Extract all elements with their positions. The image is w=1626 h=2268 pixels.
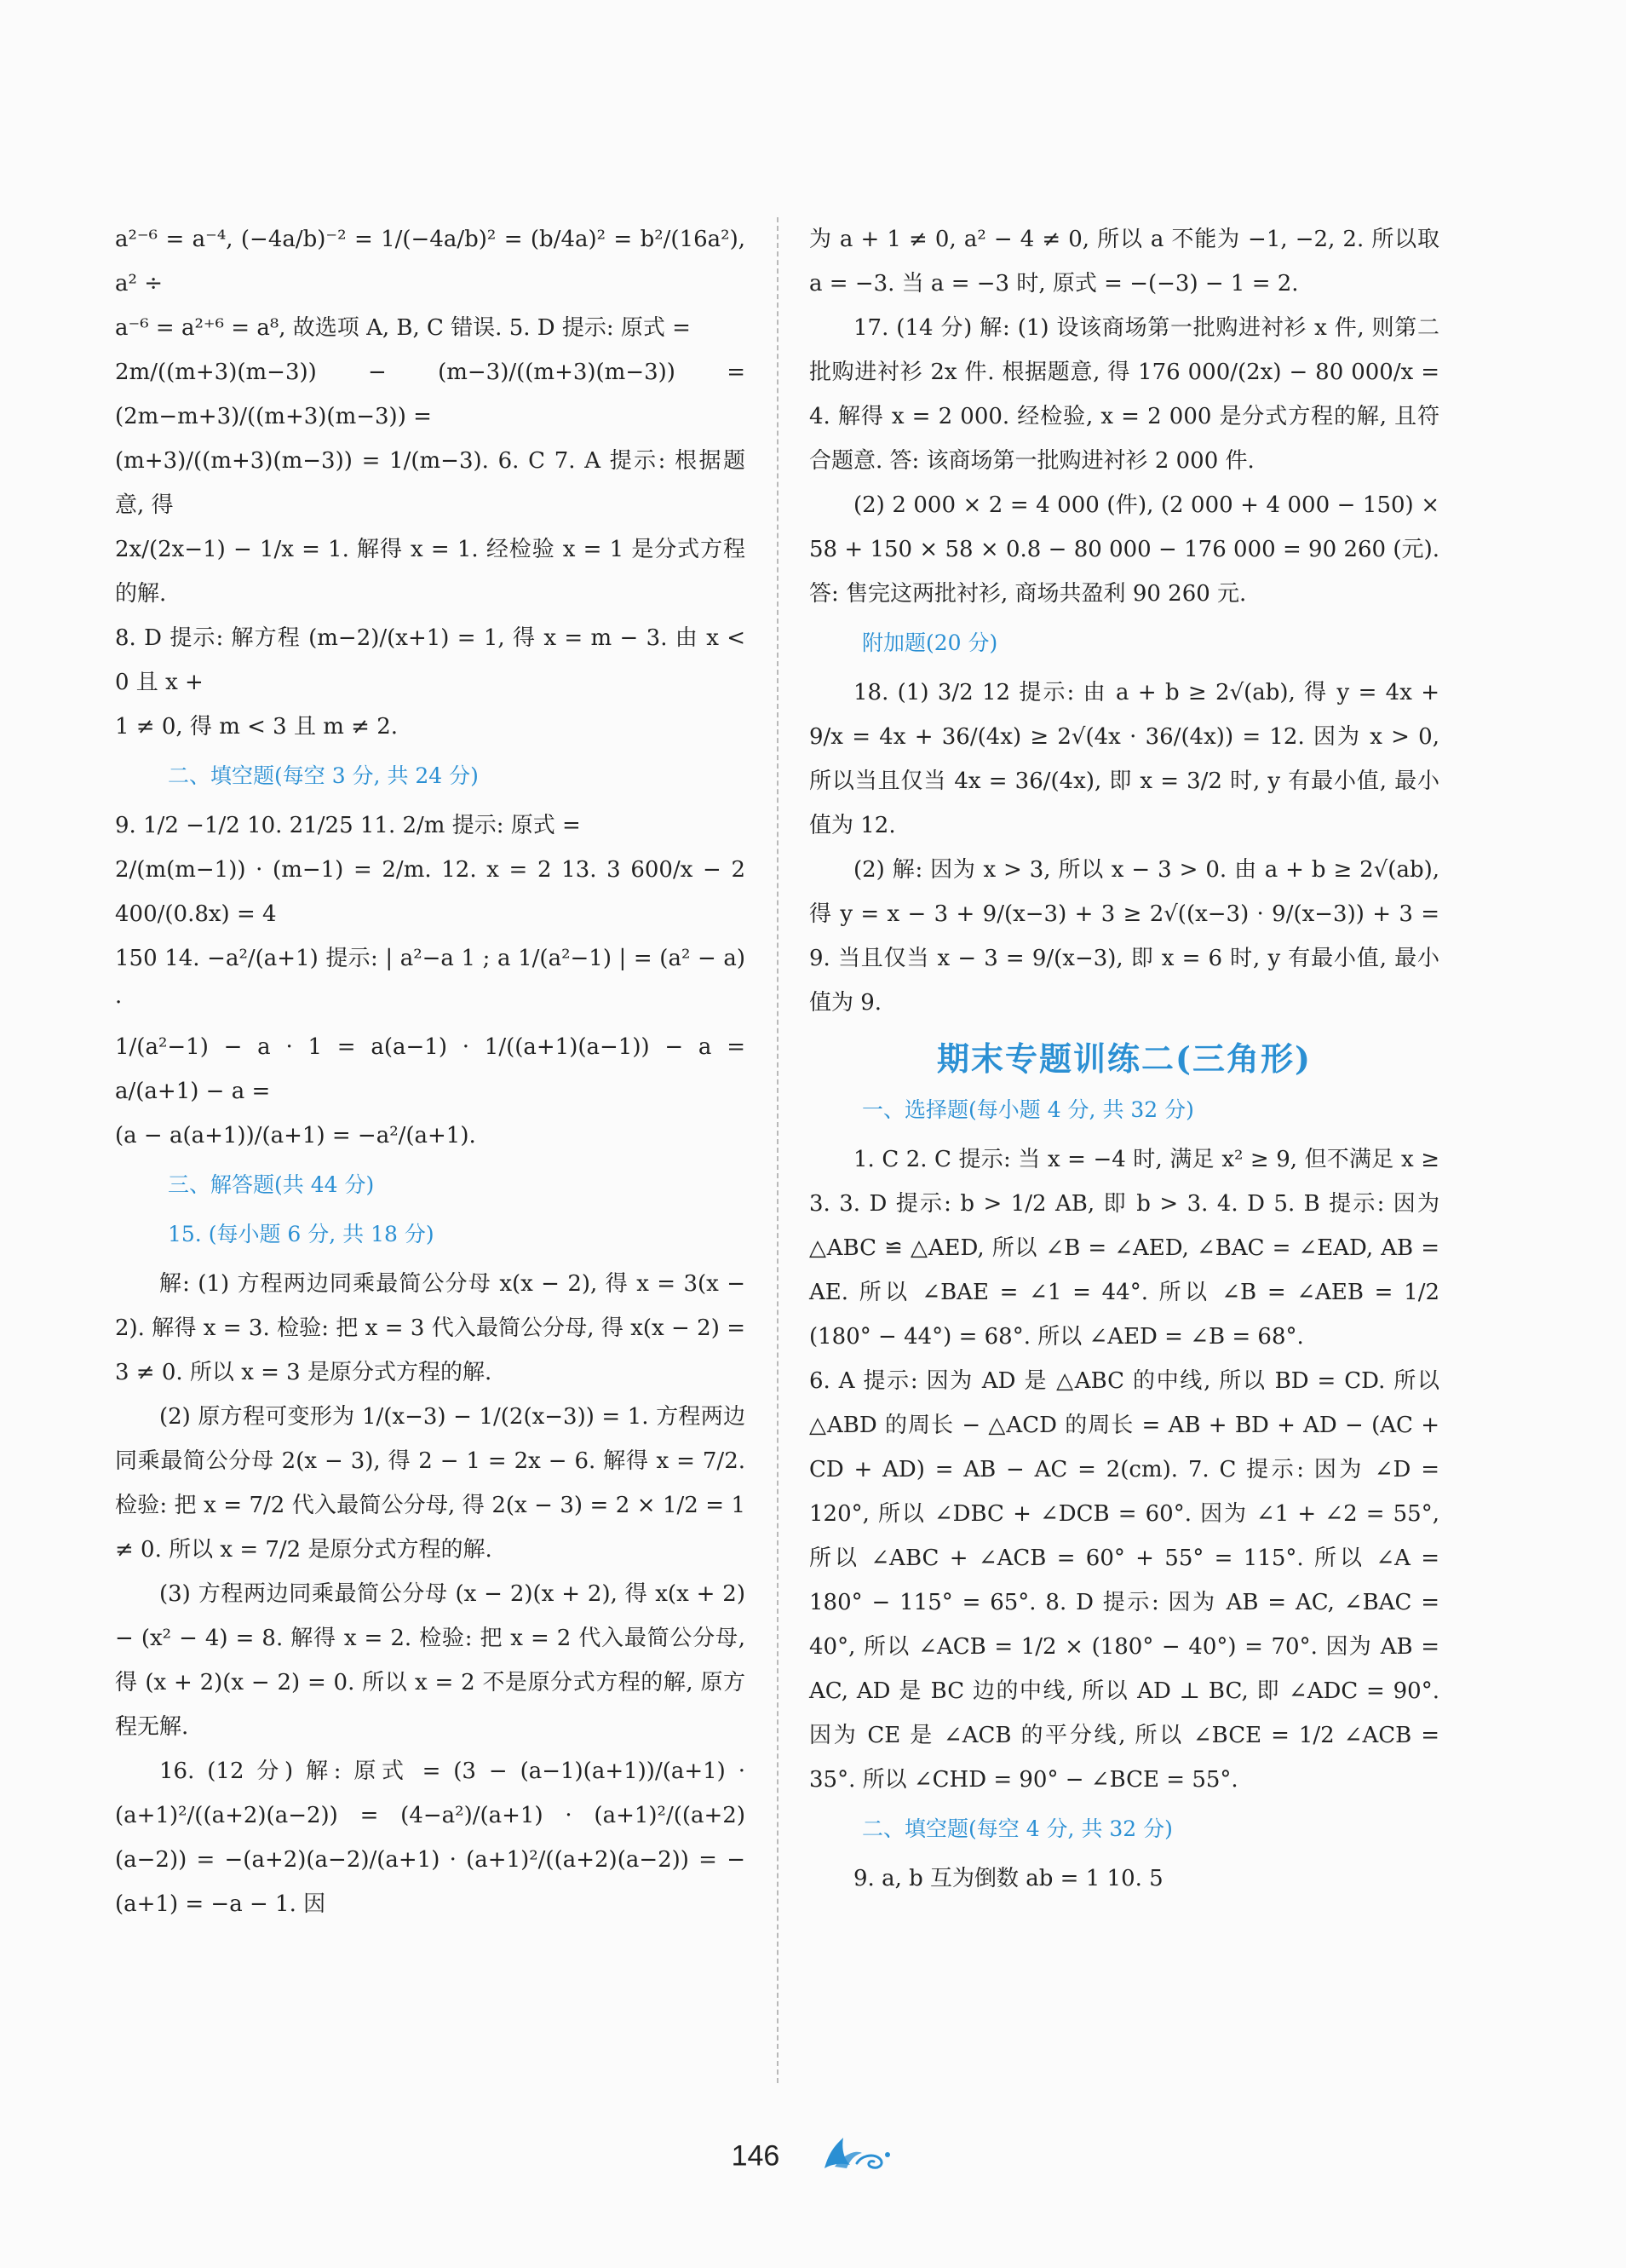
section-heading: 二、填空题(每空 4 分, 共 32 分) <box>862 1816 1173 1841</box>
text-line: a²⁻⁶ = a⁻⁴, (−4a/b)⁻² = 1/(−4a/b)² = (b/4a)² = b²/(16a²), a² ÷ <box>115 227 745 296</box>
text-line: 17. (14 分) 解: (1) 设该商场第一批购进衬衫 x 件, 则第二批购进衬衫 2x 件. 根据题意, 得 176 000/(2x) − 80 000/x = 4. 解得 x = 2 000. 经检验, x = 2 000 是分式方程的解, 且符合题意. 答: 该商场第一批购进衬衫 2 000 件. <box>809 315 1439 474</box>
text-line: a⁻⁶ = a²⁺⁶ = a⁸, 故选项 A, B, C 错误. 5. D 提示: 原式 = <box>115 315 691 341</box>
text-line: (a − a(a+1))/(a+1) = −a²/(a+1). <box>115 1123 476 1148</box>
text-line: 6. A 提示: 因为 AD 是 △ABC 的中线, 所以 BD = CD. 所以 △ABD 的周长 − △ACD 的周长 = AB + BD + AD − (AC + CD + AD) = AB − AC = 2(cm). 7. C 提示: 因为 ∠D = 120°, 所以 ∠DBC + ∠DCB = 60°. 因为 ∠1 + ∠2 = 55°, 所以 ∠ABC + ∠ACB = 60° + 55° = 115°. 所以 ∠A = 180° − 115° = 65°. 8. D 提示: 因为 AB = AC, ∠BAC = 40°, 所以 ∠ACB = 1/2 × (180° − 40°) = 70°. 因为 AB = AC, AD 是 BC 边的中线, 所以 AD ⊥ BC, 即 ∠ADC = 90°. 因为 CE 是 ∠ACB 的平分线, 所以 ∠BCE = 1/2 ∠ACB = 35°. 所以 ∠CHD = 90° − ∠BCE = 55°. <box>809 1368 1439 1793</box>
column-divider <box>777 217 779 2083</box>
text-line: 1. C 2. C 提示: 当 x = −4 时, 满足 x² ≥ 9, 但不满足 x ≥ 3. 3. D 提示: b > 1/2 AB, 即 b > 3. 4. D 5. B 提示: 因为 △ABC ≌ △AED, 所以 ∠B = ∠AED, ∠BAC = ∠EAD, AB = AE. 所以 ∠BAE = ∠1 = 44°. 所以 ∠B = ∠AEB = 1/2 (180° − 44°) = 68°. 所以 ∠AED = ∠B = 68°. <box>809 1147 1439 1350</box>
wave-logo-icon <box>818 2134 894 2179</box>
text-line: (2) 原方程可变形为 1/(x−3) − 1/(2(x−3)) = 1. 方程两边同乘最简公分母 2(x − 3), 得 2 − 1 = 2x − 6. 解得 x = 7/2. 检验: 把 x = 7/2 代入最简公分母, 得 2(x − 3) = 2 × 1/2 = 1 ≠ 0. 所以 x = 7/2 是原分式方程的解. <box>115 1404 745 1563</box>
right-column <box>809 217 1439 1901</box>
text-line: (2) 解: 因为 x > 3, 所以 x − 3 > 0. 由 a + b ≥ 2√(ab), 得 y = x − 3 + 9/(x−3) + 3 ≥ 2√((x−3) · 9/(x−3)) + 3 = 9. 当且仅当 x − 3 = 9/(x−3), 即 x = 6 时, y 有最小值, 最小值为 9. <box>809 857 1439 1016</box>
text-line: (2) 2 000 × 2 = 4 000 (件), (2 000 + 4 000 − 150) × 58 + 150 × 58 × 0.8 − 80 000 − 176 000 = 90 260 (元). 答: 售完这两批衬衫, 商场共盈利 90 260 元. <box>809 492 1439 607</box>
text-line: (m+3)/((m+3)(m−3)) = 1/(m−3). 6. C 7. A 提示: 根据题意, 得 <box>115 448 745 518</box>
text-line: (3) 方程两边同乘最简公分母 (x − 2)(x + 2), 得 x(x + 2) − (x² − 4) = 8. 解得 x = 2. 检验: 把 x = 2 代入最简公分母, 得 (x + 2)(x − 2) = 0. 所以 x = 2 不是原分式方程的解, 原方程无解. <box>115 1581 745 1740</box>
text-line: 150 14. −a²/(a+1) 提示: | a²−a 1 ; a 1/(a²−1) | = (a² − a) · <box>115 946 745 1016</box>
text-line: 1 ≠ 0, 得 m < 3 且 m ≠ 2. <box>115 714 399 740</box>
section-heading: 一、选择题(每小题 4 分, 共 32 分) <box>862 1097 1194 1122</box>
text-line: 2x/(2x−1) − 1/x = 1. 解得 x = 1. 经检验 x = 1 是分式方程的解. <box>115 537 745 607</box>
page-number: 146 <box>731 2139 780 2173</box>
text-line: 1/(a²−1) − a · 1 = a(a−1) · 1/((a+1)(a−1)) − a = a/(a+1) − a = <box>115 1034 745 1104</box>
section-heading: 三、解答题(共 44 分) <box>168 1172 375 1197</box>
text-line: 为 a + 1 ≠ 0, a² − 4 ≠ 0, 所以 a 不能为 −1, −2, 2. 所以取 a = −3. 当 a = −3 时, 原式 = −(−3) − 1 = 2. <box>809 227 1439 296</box>
text-line: 2m/((m+3)(m−3)) − (m−3)/((m+3)(m−3)) = (2m−m+3)/((m+3)(m−3)) = <box>115 360 745 429</box>
section-heading: 15. (每小题 6 分, 共 18 分) <box>168 1222 434 1246</box>
left-column <box>115 217 745 1926</box>
page-footer <box>0 2134 1626 2179</box>
text-line: 8. D 提示: 解方程 (m−2)/(x+1) = 1, 得 x = m − 3. 由 x < 0 且 x + <box>115 625 745 695</box>
section-heading: 附加题(20 分) <box>862 630 998 655</box>
text-line: 18. (1) 3/2 12 提示: 由 a + b ≥ 2√(ab), 得 y = 4x + 9/x = 4x + 36/(4x) ≥ 2√(4x · 36/(4x)) = 12. 因为 x > 0, 所以当且仅当 4x = 36/(4x), 即 x = 3/2 时, y 有最小值, 最小值为 12. <box>809 680 1439 838</box>
section-heading: 二、填空题(每空 3 分, 共 24 分) <box>168 763 479 788</box>
text-line: 解: (1) 方程两边同乘最简公分母 x(x − 2), 得 x = 3(x − 2). 解得 x = 3. 检验: 把 x = 3 代入最简公分母, 得 x(x − 2) = 3 ≠ 0. 所以 x = 3 是原分式方程的解. <box>115 1271 745 1385</box>
text-line: 9. a, b 互为倒数 ab = 1 10. 5 <box>853 1866 1163 1891</box>
section-title: 期末专题训练二(三角形) <box>937 1039 1312 1078</box>
text-line: 2/(m(m−1)) · (m−1) = 2/m. 12. x = 2 13. 3 600/x − 2 400/(0.8x) = 4 <box>115 857 745 927</box>
text-line: 16. (12 分) 解: 原式 = (3 − (a−1)(a+1))/(a+1) · (a+1)²/((a+2)(a−2)) = (4−a²)/(a+1) · (a+1)²/((a+2)(a−2)) = −(a+2)(a−2)/(a+1) · (a+1)²/((a+2)(a−2)) = −(a+1) = −a − 1. 因 <box>115 1759 745 1917</box>
text-line: 9. 1/2 −1/2 10. 21/25 11. 2/m 提示: 原式 = <box>115 813 581 838</box>
